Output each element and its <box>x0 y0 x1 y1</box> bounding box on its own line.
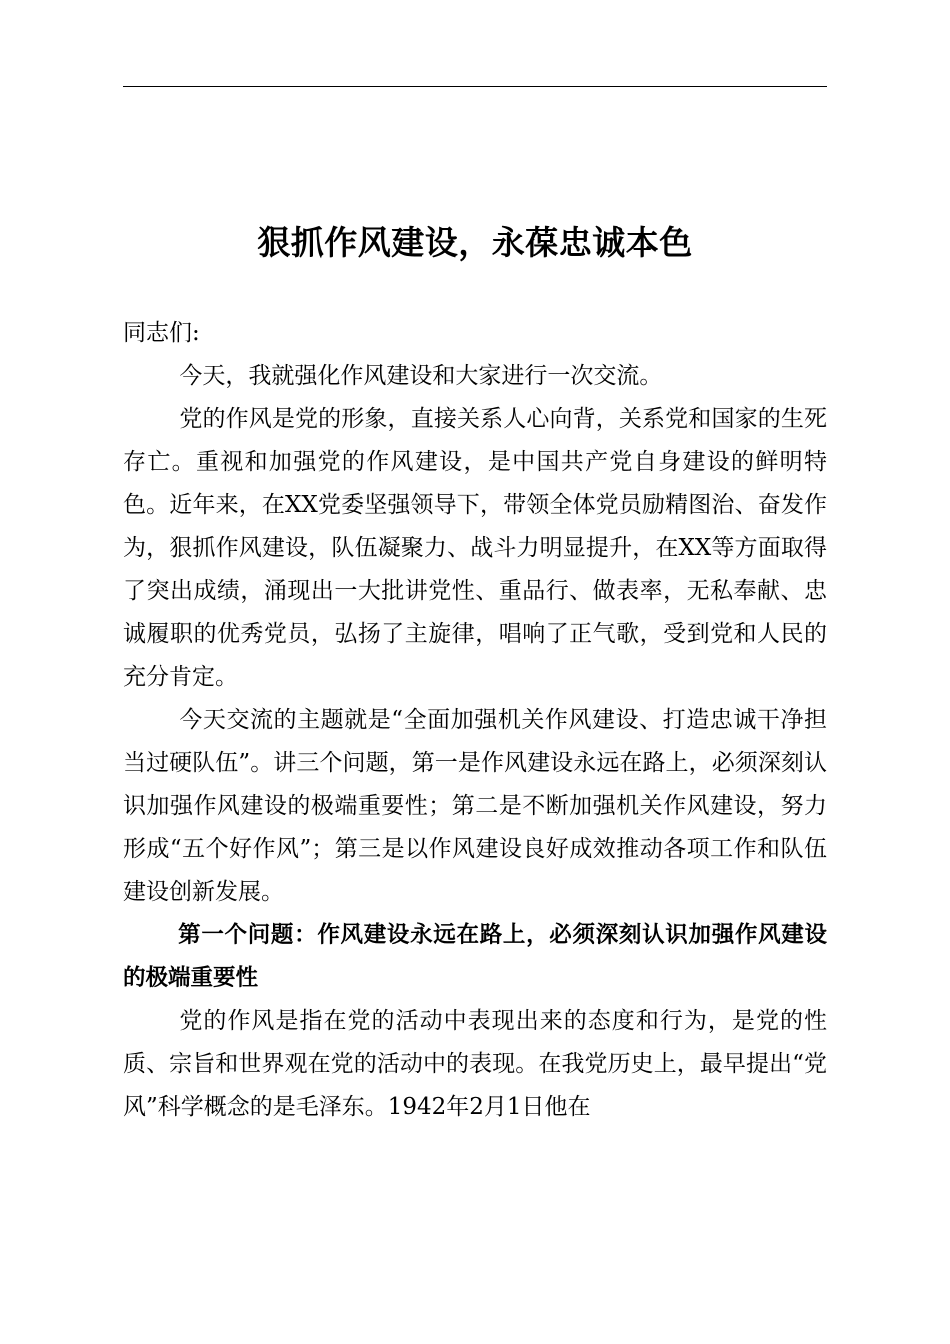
paragraph-intro: 今天，我就强化作风建设和大家进行一次交流。 <box>179 363 663 389</box>
paragraph-section-1: 党的作风是指在党的活动中表现出来的态度和行为，是党的性质、宗旨和世界观在党的活动中的表现。在我党历史上，最早提出“党风”科学概念的是毛泽东。1942年2月1日他在 <box>123 1008 827 1120</box>
salutation: 同志们: <box>123 320 200 346</box>
section-heading: 第一个问题：作风建设永远在路上，必须深刻认识加强作风建设的极端重要性 <box>123 922 827 991</box>
paragraph-background: 党的作风是党的形象，直接关系人心向背，关系党和国家的生死存亡。重视和加强党的作风建设，是中国共产党自身建设的鲜明特色。近年来，在XX党委坚强领导下，带领全体党员励精图治、奋发作为，狠抓作风建设，队伍凝聚力、战斗力明显提升，在XX等方面取得了突出成绩，涌现出一大批讲党性、重品行、做表率，无私奉献、忠诚履职的优秀党员，弘扬了主旋律，唱响了正气歌，受到党和人民的充分肯定。 <box>123 406 827 690</box>
document-body <box>123 312 827 1129</box>
header-rule <box>123 86 827 87</box>
document-title: 狠抓作风建设，永葆忠诚本色 <box>257 223 693 262</box>
paragraph-theme: 今天交流的主题就是“全面加强机关作风建设、打造忠诚干净担当过硬队伍”。讲三个问题，第一是作风建设永远在路上，必须深刻认识加强作风建设的极端重要性；第二是不断加强机关作风建设，努力形成“五个好作风”；第三是以作风建设良好成效推动各项工作和队伍建设创新发展。 <box>123 707 827 905</box>
